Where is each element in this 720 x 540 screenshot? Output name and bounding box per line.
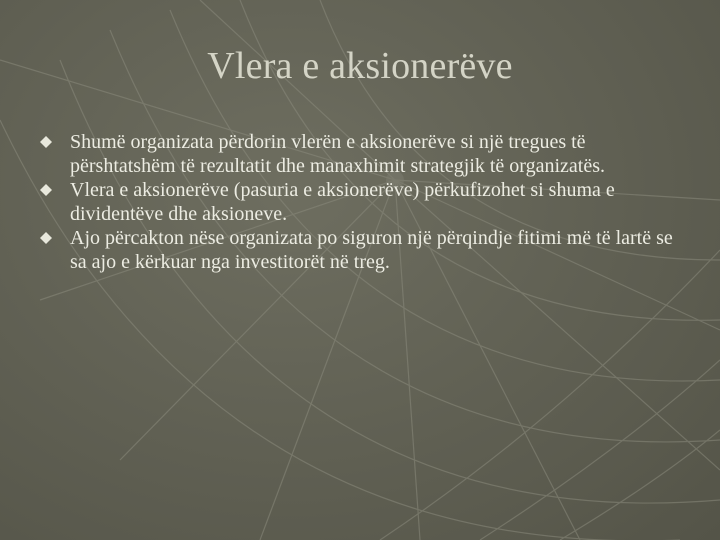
bullet-list xyxy=(40,130,680,274)
diamond-bullet-icon xyxy=(40,136,52,148)
bullet-item xyxy=(40,178,680,226)
bullet-text: Shumë organizata përdorin vlerën e aksionerëve si një tregues të përshtatshëm të rezultatit dhe manaxhimit strategjik të organizatës. xyxy=(70,131,606,177)
bullet-text: Vlera e aksionerëve (pasuria e aksionerëve) përkufizohet si shuma e dividentëve dhe aksioneve. xyxy=(70,179,615,225)
slide-title: Vlera e aksionerëve xyxy=(207,45,513,87)
bullet-item xyxy=(40,130,680,178)
bullet-item xyxy=(40,226,680,274)
diamond-bullet-icon xyxy=(40,184,52,196)
bullet-text: Ajo përcakton nëse organizata po siguron një përqindje fitimi më të lartë se sa ajo e kërkuar nga investitorët në treg. xyxy=(70,227,673,273)
diamond-bullet-icon xyxy=(40,232,52,244)
